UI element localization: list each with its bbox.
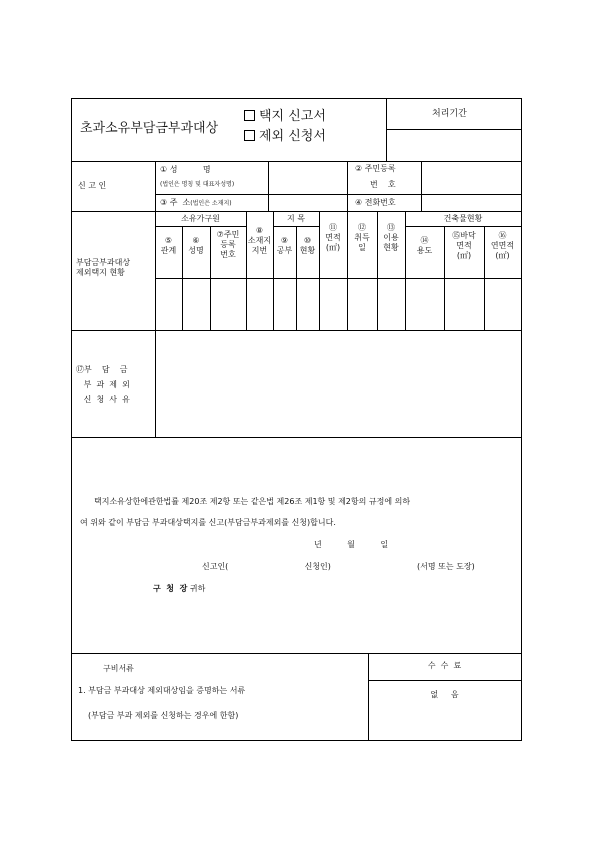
name-label: ① 성 명 (160, 165, 211, 174)
checkbox-report[interactable] (244, 110, 255, 121)
reporter-label: 신 고 인 (78, 181, 107, 190)
checkbox-exemption[interactable] (244, 130, 255, 141)
name-note: (법인은 명칭 및 대표자성명) (160, 181, 235, 188)
col-id-number: ⑦주민 등록 번호 (216, 230, 240, 259)
addressee-suffix: 귀하 (189, 584, 206, 593)
declaration-signer: 신고인( 신청인) (202, 562, 331, 571)
col-use: ⑬ 이용 현황 (383, 223, 399, 252)
col-acquired: ⑫ 취득 일 (354, 223, 370, 252)
id-number-field[interactable] (422, 162, 520, 193)
name-field[interactable] (269, 162, 346, 193)
documents-item-1-note: (부담금 부과 제외를 신청하는 경우에 한함) (88, 711, 239, 720)
fee-label: 수 수 료 (427, 661, 462, 670)
address-note: (법인은 소재지) (190, 200, 232, 207)
col-total-area: ⑯ 연면적 (㎡) (490, 231, 515, 260)
declaration-date: 년 월 일 (314, 540, 389, 549)
owner-group-header: 소유가구원 (181, 214, 220, 223)
option-report-label: 택지 신고서 (259, 109, 326, 124)
addressee (153, 584, 205, 594)
col-floor-area: ⑮바닥 면적 (㎡) (452, 231, 476, 260)
documents-item-1: 1. 부담금 부과대상 제외대상임을 증명하는 서류 (78, 686, 246, 695)
option-exemption (244, 129, 326, 145)
id-label-2: 번 호 (370, 180, 396, 189)
declaration-line-1: 택지소유상한에관한법률 제20조 제2항 또는 같은법 제26조 제1항 및 제2항의 규정에 의하 (94, 497, 411, 506)
option-report (244, 109, 326, 125)
declaration-line-2: 여 위와 같이 부담금 부과대상택지를 신고(부담금부과제외를 신청)합니다. (80, 518, 336, 527)
building-group-header: 건축물현황 (443, 214, 483, 223)
col-purpose: ⑭ 용도 (416, 236, 433, 255)
col-current: ⑩ 현황 (299, 236, 316, 255)
signature-note: (서명 또는 도장) (417, 562, 475, 571)
address-field[interactable] (269, 195, 346, 210)
form-title: 초과소유부담금부과대상 (80, 121, 219, 136)
col-area: ⑪ 면적 (㎡) (325, 223, 341, 252)
reason-label: ⑰부 담 금 부 과 제 외 신 청 사 유 (76, 365, 130, 405)
fee-value: 없 음 (430, 690, 459, 699)
col-location: ⑧ 소재지 지번 (247, 226, 272, 255)
col-relation: ⑤ 관계 (160, 236, 177, 255)
col-ledger: ⑨ 공부 (276, 236, 293, 255)
option-exemption-label: 제외 신청서 (259, 129, 326, 144)
id-label: ② 주민등록 (355, 164, 396, 173)
address-label-text: ③ 주 소 (160, 198, 191, 207)
documents-label: 구비서류 (103, 664, 134, 673)
land-data-row[interactable] (156, 279, 521, 329)
phone-label: ④ 전화번호 (355, 198, 396, 207)
address-label (160, 198, 232, 208)
col-name: ⑥ 성명 (188, 236, 204, 255)
processing-period-label: 처리기간 (432, 109, 467, 119)
land-row-label: 부담금부과대상 제외택지 현황 (76, 258, 131, 277)
addressee-name: 구 청 장 (153, 584, 188, 593)
jimok-group-header: 지 목 (287, 214, 305, 223)
reason-field[interactable] (156, 331, 521, 436)
phone-field[interactable] (422, 195, 520, 210)
